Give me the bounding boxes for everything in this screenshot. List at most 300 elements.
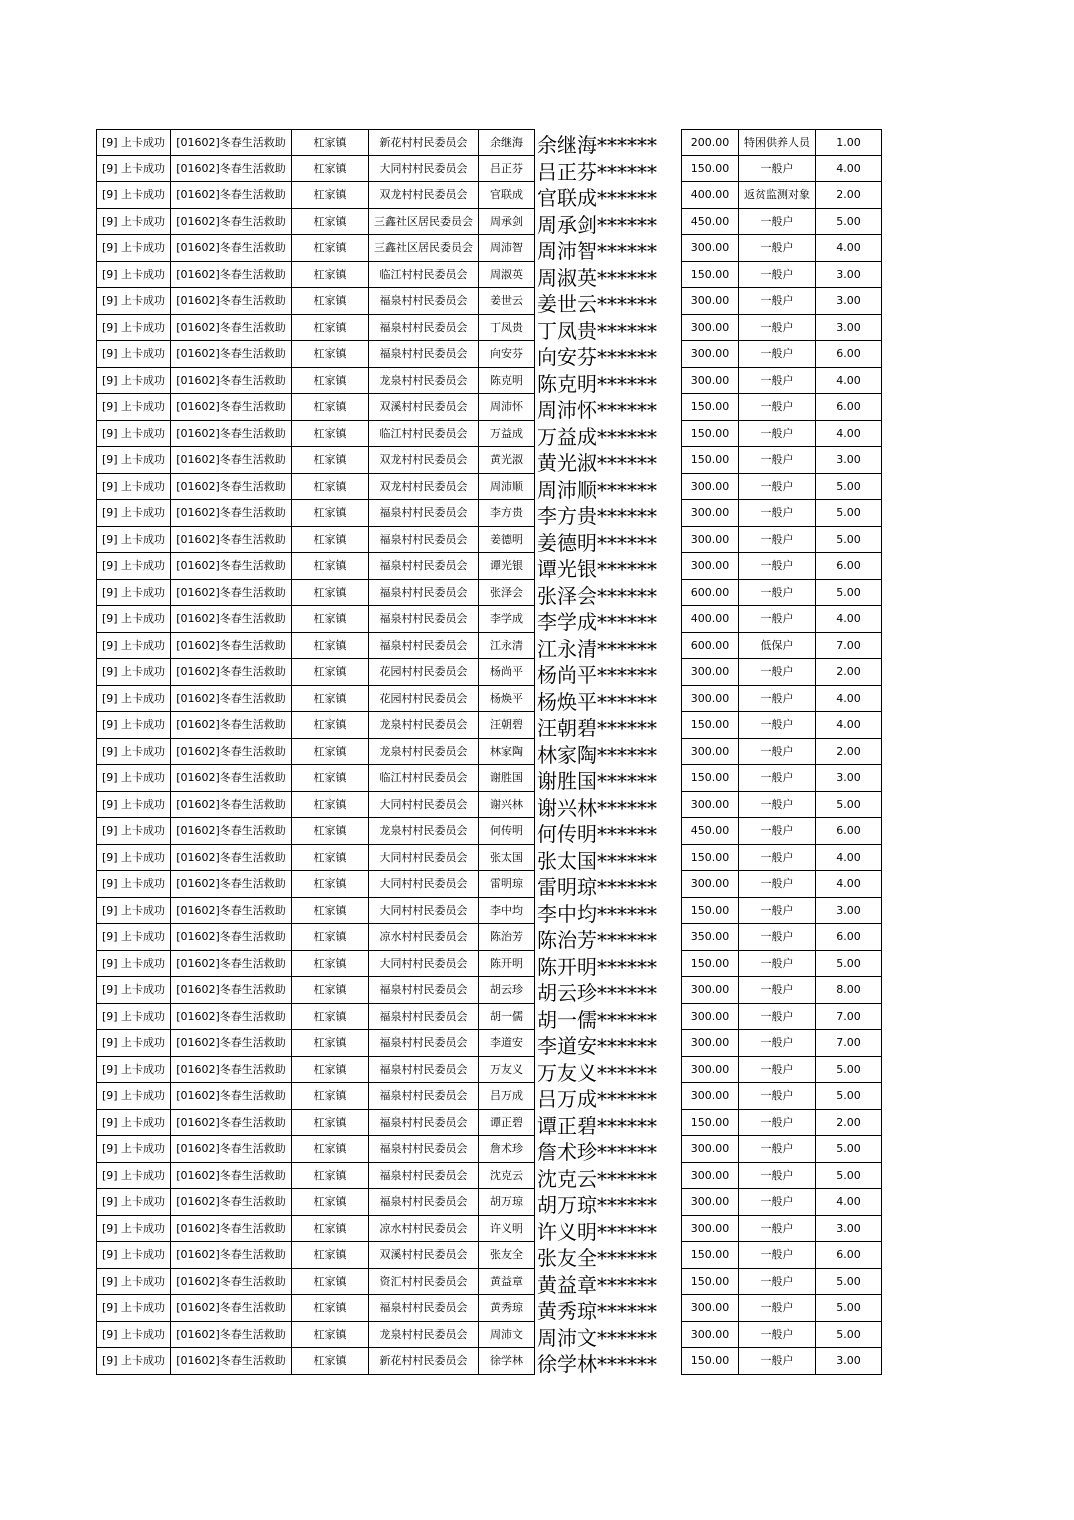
amount-cell: 300.00 [681,1030,739,1057]
masked-id-cell: 胡云珍****** [537,981,657,1004]
town-cell: 杠家镇 [291,606,369,633]
town-cell: 杠家镇 [291,1004,369,1031]
status-cell: [9] 上卡成功 [96,235,171,262]
village-cell: 福泉村村民委员会 [368,288,479,315]
village-cell: 龙泉村村民委员会 [368,1322,479,1349]
name-cell: 陈治芳 [478,924,535,951]
project-cell: [01602]冬春生活救助 [170,500,292,527]
number-cell: 7.00 [815,1030,882,1057]
village-cell: 大同村村民委员会 [368,951,479,978]
town-cell: 杠家镇 [291,1348,369,1375]
project-cell: [01602]冬春生活救助 [170,1242,292,1269]
number-cell: 7.00 [815,633,882,660]
town-cell: 杠家镇 [291,977,369,1004]
household-type-cell: 一般户 [738,421,816,448]
status-cell: [9] 上卡成功 [96,1269,171,1296]
town-cell: 杠家镇 [291,1216,369,1243]
project-cell: [01602]冬春生活救助 [170,156,292,183]
household-type-cell: 一般户 [738,1110,816,1137]
project-cell: [01602]冬春生活救助 [170,1083,292,1110]
status-cell: [9] 上卡成功 [96,1057,171,1084]
amount-cell: 150.00 [681,156,739,183]
amount-cell: 300.00 [681,977,739,1004]
project-cell: [01602]冬春生活救助 [170,1030,292,1057]
town-cell: 杠家镇 [291,262,369,289]
amount-cell: 150.00 [681,1242,739,1269]
masked-id-cell: 余继海****** [537,133,657,156]
table-row [96,368,882,395]
amount-cell: 150.00 [681,421,739,448]
project-cell: [01602]冬春生活救助 [170,977,292,1004]
name-cell: 徐学林 [478,1348,535,1375]
project-cell: [01602]冬春生活救助 [170,1348,292,1375]
village-cell: 花园村村民委员会 [368,659,479,686]
village-cell: 大同村村民委员会 [368,845,479,872]
household-type-cell: 特困供养人员 [738,129,816,156]
table-row [96,1030,882,1057]
status-cell: [9] 上卡成功 [96,182,171,209]
amount-cell: 150.00 [681,765,739,792]
name-cell: 官联成 [478,182,535,209]
number-cell: 3.00 [815,288,882,315]
town-cell: 杠家镇 [291,1163,369,1190]
masked-id-cell: 姜世云****** [537,292,657,315]
number-cell: 5.00 [815,1083,882,1110]
table-row [96,818,882,845]
amount-cell: 300.00 [681,500,739,527]
project-cell: [01602]冬春生活救助 [170,1216,292,1243]
project-cell: [01602]冬春生活救助 [170,553,292,580]
name-cell: 周沛文 [478,1322,535,1349]
status-cell: [9] 上卡成功 [96,1083,171,1110]
household-type-cell: 一般户 [738,1083,816,1110]
number-cell: 5.00 [815,527,882,554]
project-cell: [01602]冬春生活救助 [170,394,292,421]
status-cell: [9] 上卡成功 [96,818,171,845]
project-cell: [01602]冬春生活救助 [170,818,292,845]
number-cell: 6.00 [815,394,882,421]
masked-id-cell: 丁凤贵****** [537,318,657,341]
masked-id-cell: 李学成****** [537,610,657,633]
status-cell: [9] 上卡成功 [96,209,171,236]
village-cell: 新花村村民委员会 [368,129,479,156]
number-cell: 5.00 [815,474,882,501]
village-cell: 福泉村村民委员会 [368,341,479,368]
status-cell: [9] 上卡成功 [96,1348,171,1375]
number-cell: 4.00 [815,845,882,872]
status-cell: [9] 上卡成功 [96,1004,171,1031]
number-cell: 7.00 [815,1004,882,1031]
number-cell: 2.00 [815,1110,882,1137]
village-cell: 福泉村村民委员会 [368,1057,479,1084]
town-cell: 杠家镇 [291,474,369,501]
town-cell: 杠家镇 [291,235,369,262]
masked-id-cell: 官联成****** [537,186,657,209]
masked-id-cell: 周沛怀****** [537,398,657,421]
name-cell: 谢胜国 [478,765,535,792]
table-row [96,500,882,527]
status-cell: [9] 上卡成功 [96,156,171,183]
household-type-cell: 一般户 [738,871,816,898]
household-type-cell: 一般户 [738,553,816,580]
household-type-cell: 一般户 [738,765,816,792]
number-cell: 5.00 [815,209,882,236]
town-cell: 杠家镇 [291,924,369,951]
masked-id-cell: 谭光银****** [537,557,657,580]
table-row [96,262,882,289]
town-cell: 杠家镇 [291,686,369,713]
town-cell: 杠家镇 [291,447,369,474]
table-row [96,1295,882,1322]
village-cell: 凉水村村民委员会 [368,924,479,951]
name-cell: 周沛顺 [478,474,535,501]
table-row [96,712,882,739]
household-type-cell: 一般户 [738,1322,816,1349]
masked-id-cell: 胡万琼****** [537,1193,657,1216]
town-cell: 杠家镇 [291,500,369,527]
masked-id-cell: 张太国****** [537,848,657,871]
number-cell: 3.00 [815,1348,882,1375]
number-cell: 4.00 [815,871,882,898]
amount-cell: 300.00 [681,315,739,342]
project-cell: [01602]冬春生活救助 [170,898,292,925]
status-cell: [9] 上卡成功 [96,792,171,819]
masked-id-cell: 李方贵****** [537,504,657,527]
town-cell: 杠家镇 [291,288,369,315]
amount-cell: 300.00 [681,1163,739,1190]
household-type-cell: 一般户 [738,156,816,183]
village-cell: 大同村村民委员会 [368,871,479,898]
status-cell: [9] 上卡成功 [96,606,171,633]
amount-cell: 150.00 [681,447,739,474]
table-row [96,235,882,262]
amount-cell: 300.00 [681,659,739,686]
name-cell: 张泽会 [478,580,535,607]
project-cell: [01602]冬春生活救助 [170,765,292,792]
name-cell: 张太国 [478,845,535,872]
masked-id-cell: 谢胜国****** [537,769,657,792]
amount-cell: 300.00 [681,686,739,713]
masked-id-cell: 万益成****** [537,424,657,447]
status-cell: [9] 上卡成功 [96,288,171,315]
name-cell: 汪朝碧 [478,712,535,739]
town-cell: 杠家镇 [291,792,369,819]
masked-id-cell: 林家陶****** [537,742,657,765]
name-cell: 张友全 [478,1242,535,1269]
number-cell: 5.00 [815,1269,882,1296]
name-cell: 余继海 [478,129,535,156]
household-type-cell: 一般户 [738,1057,816,1084]
town-cell: 杠家镇 [291,739,369,766]
project-cell: [01602]冬春生活救助 [170,1057,292,1084]
village-cell: 龙泉村村民委员会 [368,818,479,845]
name-cell: 黄秀琼 [478,1295,535,1322]
name-cell: 周承剑 [478,209,535,236]
masked-id-cell: 谢兴林****** [537,795,657,818]
amount-cell: 200.00 [681,129,739,156]
project-cell: [01602]冬春生活救助 [170,712,292,739]
number-cell: 3.00 [815,447,882,474]
status-cell: [9] 上卡成功 [96,1136,171,1163]
status-cell: [9] 上卡成功 [96,1322,171,1349]
table-row [96,871,882,898]
number-cell: 1.00 [815,129,882,156]
masked-id-cell: 黄秀琼****** [537,1299,657,1322]
town-cell: 杠家镇 [291,898,369,925]
table-row [96,739,882,766]
village-cell: 福泉村村民委员会 [368,315,479,342]
town-cell: 杠家镇 [291,1242,369,1269]
project-cell: [01602]冬春生活救助 [170,341,292,368]
masked-id-cell: 李中均****** [537,901,657,924]
village-cell: 大同村村民委员会 [368,792,479,819]
town-cell: 杠家镇 [291,315,369,342]
table-row [96,474,882,501]
household-type-cell: 一般户 [738,1136,816,1163]
number-cell: 5.00 [815,951,882,978]
amount-cell: 150.00 [681,951,739,978]
town-cell: 杠家镇 [291,527,369,554]
project-cell: [01602]冬春生活救助 [170,792,292,819]
amount-cell: 300.00 [681,1136,739,1163]
project-cell: [01602]冬春生活救助 [170,129,292,156]
table-row [96,606,882,633]
household-type-cell: 低保户 [738,633,816,660]
table-row [96,421,882,448]
status-cell: [9] 上卡成功 [96,739,171,766]
name-cell: 黄益章 [478,1269,535,1296]
number-cell: 3.00 [815,898,882,925]
table-row [96,527,882,554]
project-cell: [01602]冬春生活救助 [170,1110,292,1137]
project-cell: [01602]冬春生活救助 [170,1295,292,1322]
status-cell: [9] 上卡成功 [96,474,171,501]
table-row [96,156,882,183]
table-row [96,765,882,792]
household-type-cell: 一般户 [738,580,816,607]
status-cell: [9] 上卡成功 [96,421,171,448]
project-cell: [01602]冬春生活救助 [170,739,292,766]
status-cell: [9] 上卡成功 [96,394,171,421]
table-row [96,898,882,925]
village-cell: 福泉村村民委员会 [368,1295,479,1322]
status-cell: [9] 上卡成功 [96,1030,171,1057]
number-cell: 4.00 [815,156,882,183]
project-cell: [01602]冬春生活救助 [170,1322,292,1349]
amount-cell: 300.00 [681,341,739,368]
masked-id-cell: 张泽会****** [537,583,657,606]
household-type-cell: 一般户 [738,792,816,819]
number-cell: 2.00 [815,182,882,209]
number-cell: 3.00 [815,315,882,342]
amount-cell: 300.00 [681,792,739,819]
table-row [96,1189,882,1216]
town-cell: 杠家镇 [291,394,369,421]
masked-id-cell: 黄益章****** [537,1272,657,1295]
status-cell: [9] 上卡成功 [96,315,171,342]
number-cell: 2.00 [815,739,882,766]
table-row [96,1057,882,1084]
number-cell: 4.00 [815,686,882,713]
project-cell: [01602]冬春生活救助 [170,845,292,872]
village-cell: 新花村村民委员会 [368,1348,479,1375]
number-cell: 4.00 [815,712,882,739]
amount-cell: 400.00 [681,182,739,209]
project-cell: [01602]冬春生活救助 [170,1189,292,1216]
household-type-cell: 一般户 [738,686,816,713]
table-row [96,447,882,474]
village-cell: 福泉村村民委员会 [368,977,479,1004]
number-cell: 4.00 [815,1189,882,1216]
household-type-cell: 一般户 [738,1163,816,1190]
amount-cell: 300.00 [681,1057,739,1084]
status-cell: [9] 上卡成功 [96,871,171,898]
town-cell: 杠家镇 [291,818,369,845]
household-type-cell: 一般户 [738,368,816,395]
town-cell: 杠家镇 [291,633,369,660]
number-cell: 5.00 [815,1295,882,1322]
amount-cell: 150.00 [681,1348,739,1375]
table-row [96,553,882,580]
number-cell: 5.00 [815,1322,882,1349]
village-cell: 临江村村民委员会 [368,421,479,448]
village-cell: 双龙村村民委员会 [368,474,479,501]
village-cell: 福泉村村民委员会 [368,1083,479,1110]
status-cell: [9] 上卡成功 [96,447,171,474]
household-type-cell: 一般户 [738,500,816,527]
table-row [96,394,882,421]
household-type-cell: 一般户 [738,235,816,262]
status-cell: [9] 上卡成功 [96,712,171,739]
status-cell: [9] 上卡成功 [96,500,171,527]
project-cell: [01602]冬春生活救助 [170,1163,292,1190]
amount-cell: 450.00 [681,818,739,845]
name-cell: 姜世云 [478,288,535,315]
status-cell: [9] 上卡成功 [96,129,171,156]
status-cell: [9] 上卡成功 [96,686,171,713]
amount-cell: 300.00 [681,871,739,898]
town-cell: 杠家镇 [291,1189,369,1216]
household-type-cell: 一般户 [738,951,816,978]
name-cell: 万益成 [478,421,535,448]
village-cell: 临江村村民委员会 [368,262,479,289]
village-cell: 福泉村村民委员会 [368,1030,479,1057]
name-cell: 万友义 [478,1057,535,1084]
masked-id-cell: 何传明****** [537,822,657,845]
name-cell: 陈克明 [478,368,535,395]
village-cell: 福泉村村民委员会 [368,1136,479,1163]
amount-cell: 150.00 [681,712,739,739]
masked-id-cell: 周淑英****** [537,265,657,288]
masked-id-cell: 姜德明****** [537,530,657,553]
name-cell: 林家陶 [478,739,535,766]
number-cell: 4.00 [815,421,882,448]
project-cell: [01602]冬春生活救助 [170,633,292,660]
table-row [96,1110,882,1137]
project-cell: [01602]冬春生活救助 [170,686,292,713]
amount-cell: 300.00 [681,1189,739,1216]
masked-id-cell: 万友义****** [537,1060,657,1083]
amount-cell: 300.00 [681,368,739,395]
amount-cell: 300.00 [681,527,739,554]
project-cell: [01602]冬春生活救助 [170,1136,292,1163]
town-cell: 杠家镇 [291,129,369,156]
status-cell: [9] 上卡成功 [96,977,171,1004]
table-row [96,1348,882,1375]
status-cell: [9] 上卡成功 [96,898,171,925]
town-cell: 杠家镇 [291,1136,369,1163]
household-type-cell: 返贫监测对象 [738,182,816,209]
household-type-cell: 一般户 [738,394,816,421]
amount-cell: 150.00 [681,845,739,872]
household-type-cell: 一般户 [738,527,816,554]
household-type-cell: 一般户 [738,1030,816,1057]
household-type-cell: 一般户 [738,341,816,368]
table-row [96,633,882,660]
status-cell: [9] 上卡成功 [96,924,171,951]
name-cell: 杨焕平 [478,686,535,713]
table-row [96,129,882,156]
town-cell: 杠家镇 [291,368,369,395]
household-type-cell: 一般户 [738,288,816,315]
number-cell: 3.00 [815,765,882,792]
table-row [96,1322,882,1349]
project-cell: [01602]冬春生活救助 [170,368,292,395]
table-row [96,580,882,607]
name-cell: 胡一儒 [478,1004,535,1031]
status-cell: [9] 上卡成功 [96,553,171,580]
town-cell: 杠家镇 [291,580,369,607]
household-type-cell: 一般户 [738,262,816,289]
status-cell: [9] 上卡成功 [96,659,171,686]
project-cell: [01602]冬春生活救助 [170,527,292,554]
name-cell: 胡万琼 [478,1189,535,1216]
household-type-cell: 一般户 [738,659,816,686]
village-cell: 福泉村村民委员会 [368,500,479,527]
name-cell: 杨尚平 [478,659,535,686]
table-row [96,1136,882,1163]
project-cell: [01602]冬春生活救助 [170,235,292,262]
household-type-cell: 一般户 [738,447,816,474]
project-cell: [01602]冬春生活救助 [170,474,292,501]
household-type-cell: 一般户 [738,1269,816,1296]
number-cell: 5.00 [815,1163,882,1190]
number-cell: 6.00 [815,818,882,845]
project-cell: [01602]冬春生活救助 [170,1269,292,1296]
number-cell: 3.00 [815,262,882,289]
table-row [96,341,882,368]
project-cell: [01602]冬春生活救助 [170,262,292,289]
town-cell: 杠家镇 [291,1030,369,1057]
status-cell: [9] 上卡成功 [96,1163,171,1190]
village-cell: 福泉村村民委员会 [368,633,479,660]
table-row [96,288,882,315]
town-cell: 杠家镇 [291,1322,369,1349]
table-row [96,1004,882,1031]
table-row [96,977,882,1004]
masked-id-cell: 张友全****** [537,1246,657,1269]
town-cell: 杠家镇 [291,182,369,209]
household-type-cell: 一般户 [738,924,816,951]
table-row [96,182,882,209]
number-cell: 8.00 [815,977,882,1004]
household-type-cell: 一般户 [738,1004,816,1031]
village-cell: 福泉村村民委员会 [368,553,479,580]
amount-cell: 150.00 [681,898,739,925]
town-cell: 杠家镇 [291,156,369,183]
masked-id-cell: 杨尚平****** [537,663,657,686]
table-row [96,951,882,978]
